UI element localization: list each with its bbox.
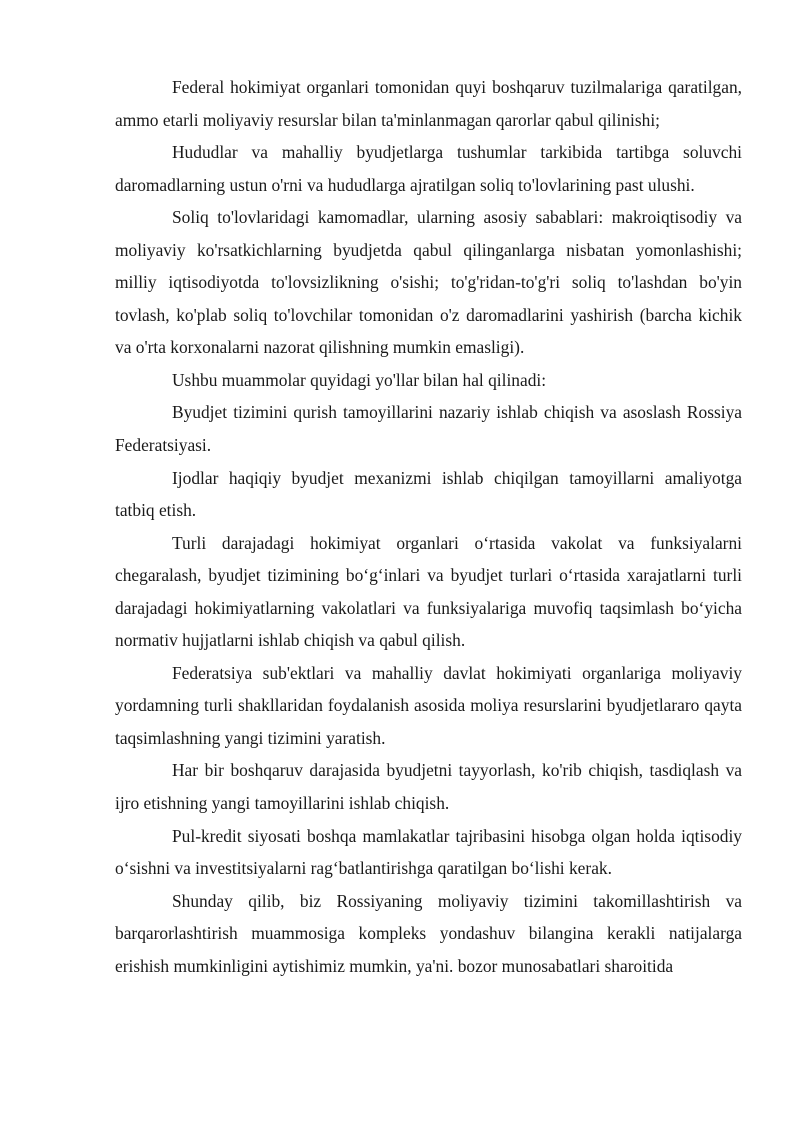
paragraph-authority-delimitation: Turli darajadagi hokimiyat organlari oʻrtasida vakolat va funksiyalarni chegaralash, byudjet tizimining boʻgʻinlari va byudjet turlari oʻrtasida xarajatlarni turli darajadagi hokimiyatlarning vakolatlari va funksiyalariga muvofiq taqsimlash boʻyicha normativ hujjatlarni ishlab chiqish va qabul qilish. [115,532,742,651]
paragraph-conclusion: Shunday qilib, biz Rossiyaning moliyaviy tizimini takomillashtirish va barqarorlashtirish muammosiga kompleks yondashuv bilangina kerakli natijalarga erishish mumkinligini aytishimiz mumkin, ya'ni. bozor munosabatlari sharoitida [115,890,742,976]
paragraph-federal-decisions: Federal hokimiyat organlari tomonidan quyi boshqaruv tuzilmalariga qaratilgan, ammo etarli moliyaviy resurslar bilan ta'minlanmagan qarorlar qabul qilinishi; [115,77,742,130]
paragraph-interbudget-redistribution: Federatsiya sub'ektlari va mahalliy davlat hokimiyati organlariga moliyaviy yordamning turli shakllaridan foydalanish asosida moliya resurslarini byudjetlararo qayta taqsimlashning yangi tizimini yaratish. [115,662,742,748]
document-body [115,71,742,982]
paragraph-solutions-intro: Ushbu muammolar quyidagi yo'llar bilan hal qilinadi: [172,369,547,390]
paragraph-tax-shortfalls: Soliq to'lovlaridagi kamomadlar, ularning asosiy sabablari: makroiqtisodiy va moliyaviy ko'rsatkichlarning byudjetda qabul qilinganlarga nisbatan yomonlashishi; milliy iqtisodiyotda to'lovsizlikning o'sishi; to'g'ridan-to'g'ri soliq to'lashdan bo'yin tovlash, ko'plab soliq to'lovchilar tomonidan o'z daromadlarini yashirish (barcha kichik va o'rta korxonalarni nazorat qilishning mumkin emasligi). [115,207,742,358]
paragraph-regional-revenues: Hududlar va mahalliy byudjetlarga tushumlar tarkibida tartibga soluvchi daromadlarning ustun o'rni va hududlarga ajratilgan soliq to'lovlarining past ulushi. [115,142,742,195]
paragraph-monetary-policy: Pul-kredit siyosati boshqa mamlakatlar tajribasini hisobga olgan holda iqtisodiy oʻsishni va investitsiyalarni ragʻbatlantirishga qaratilgan boʻlishi kerak. [115,825,742,879]
paragraph-budget-principles: Byudjet tizimini qurish tamoyillarini nazariy ishlab chiqish va asoslash Rossiya Federatsiyasi. [115,402,742,456]
paragraph-budget-process: Har bir boshqaruv darajasida byudjetni tayyorlash, ko'rib chiqish, tasdiqlash va ijro etishning yangi tamoyillarini ishlab chiqish. [115,760,742,814]
paragraph-budget-mechanism: Ijodlar haqiqiy byudjet mexanizmi ishlab chiqilgan tamoyillarni amaliyotga tatbiq etish. [115,467,742,521]
